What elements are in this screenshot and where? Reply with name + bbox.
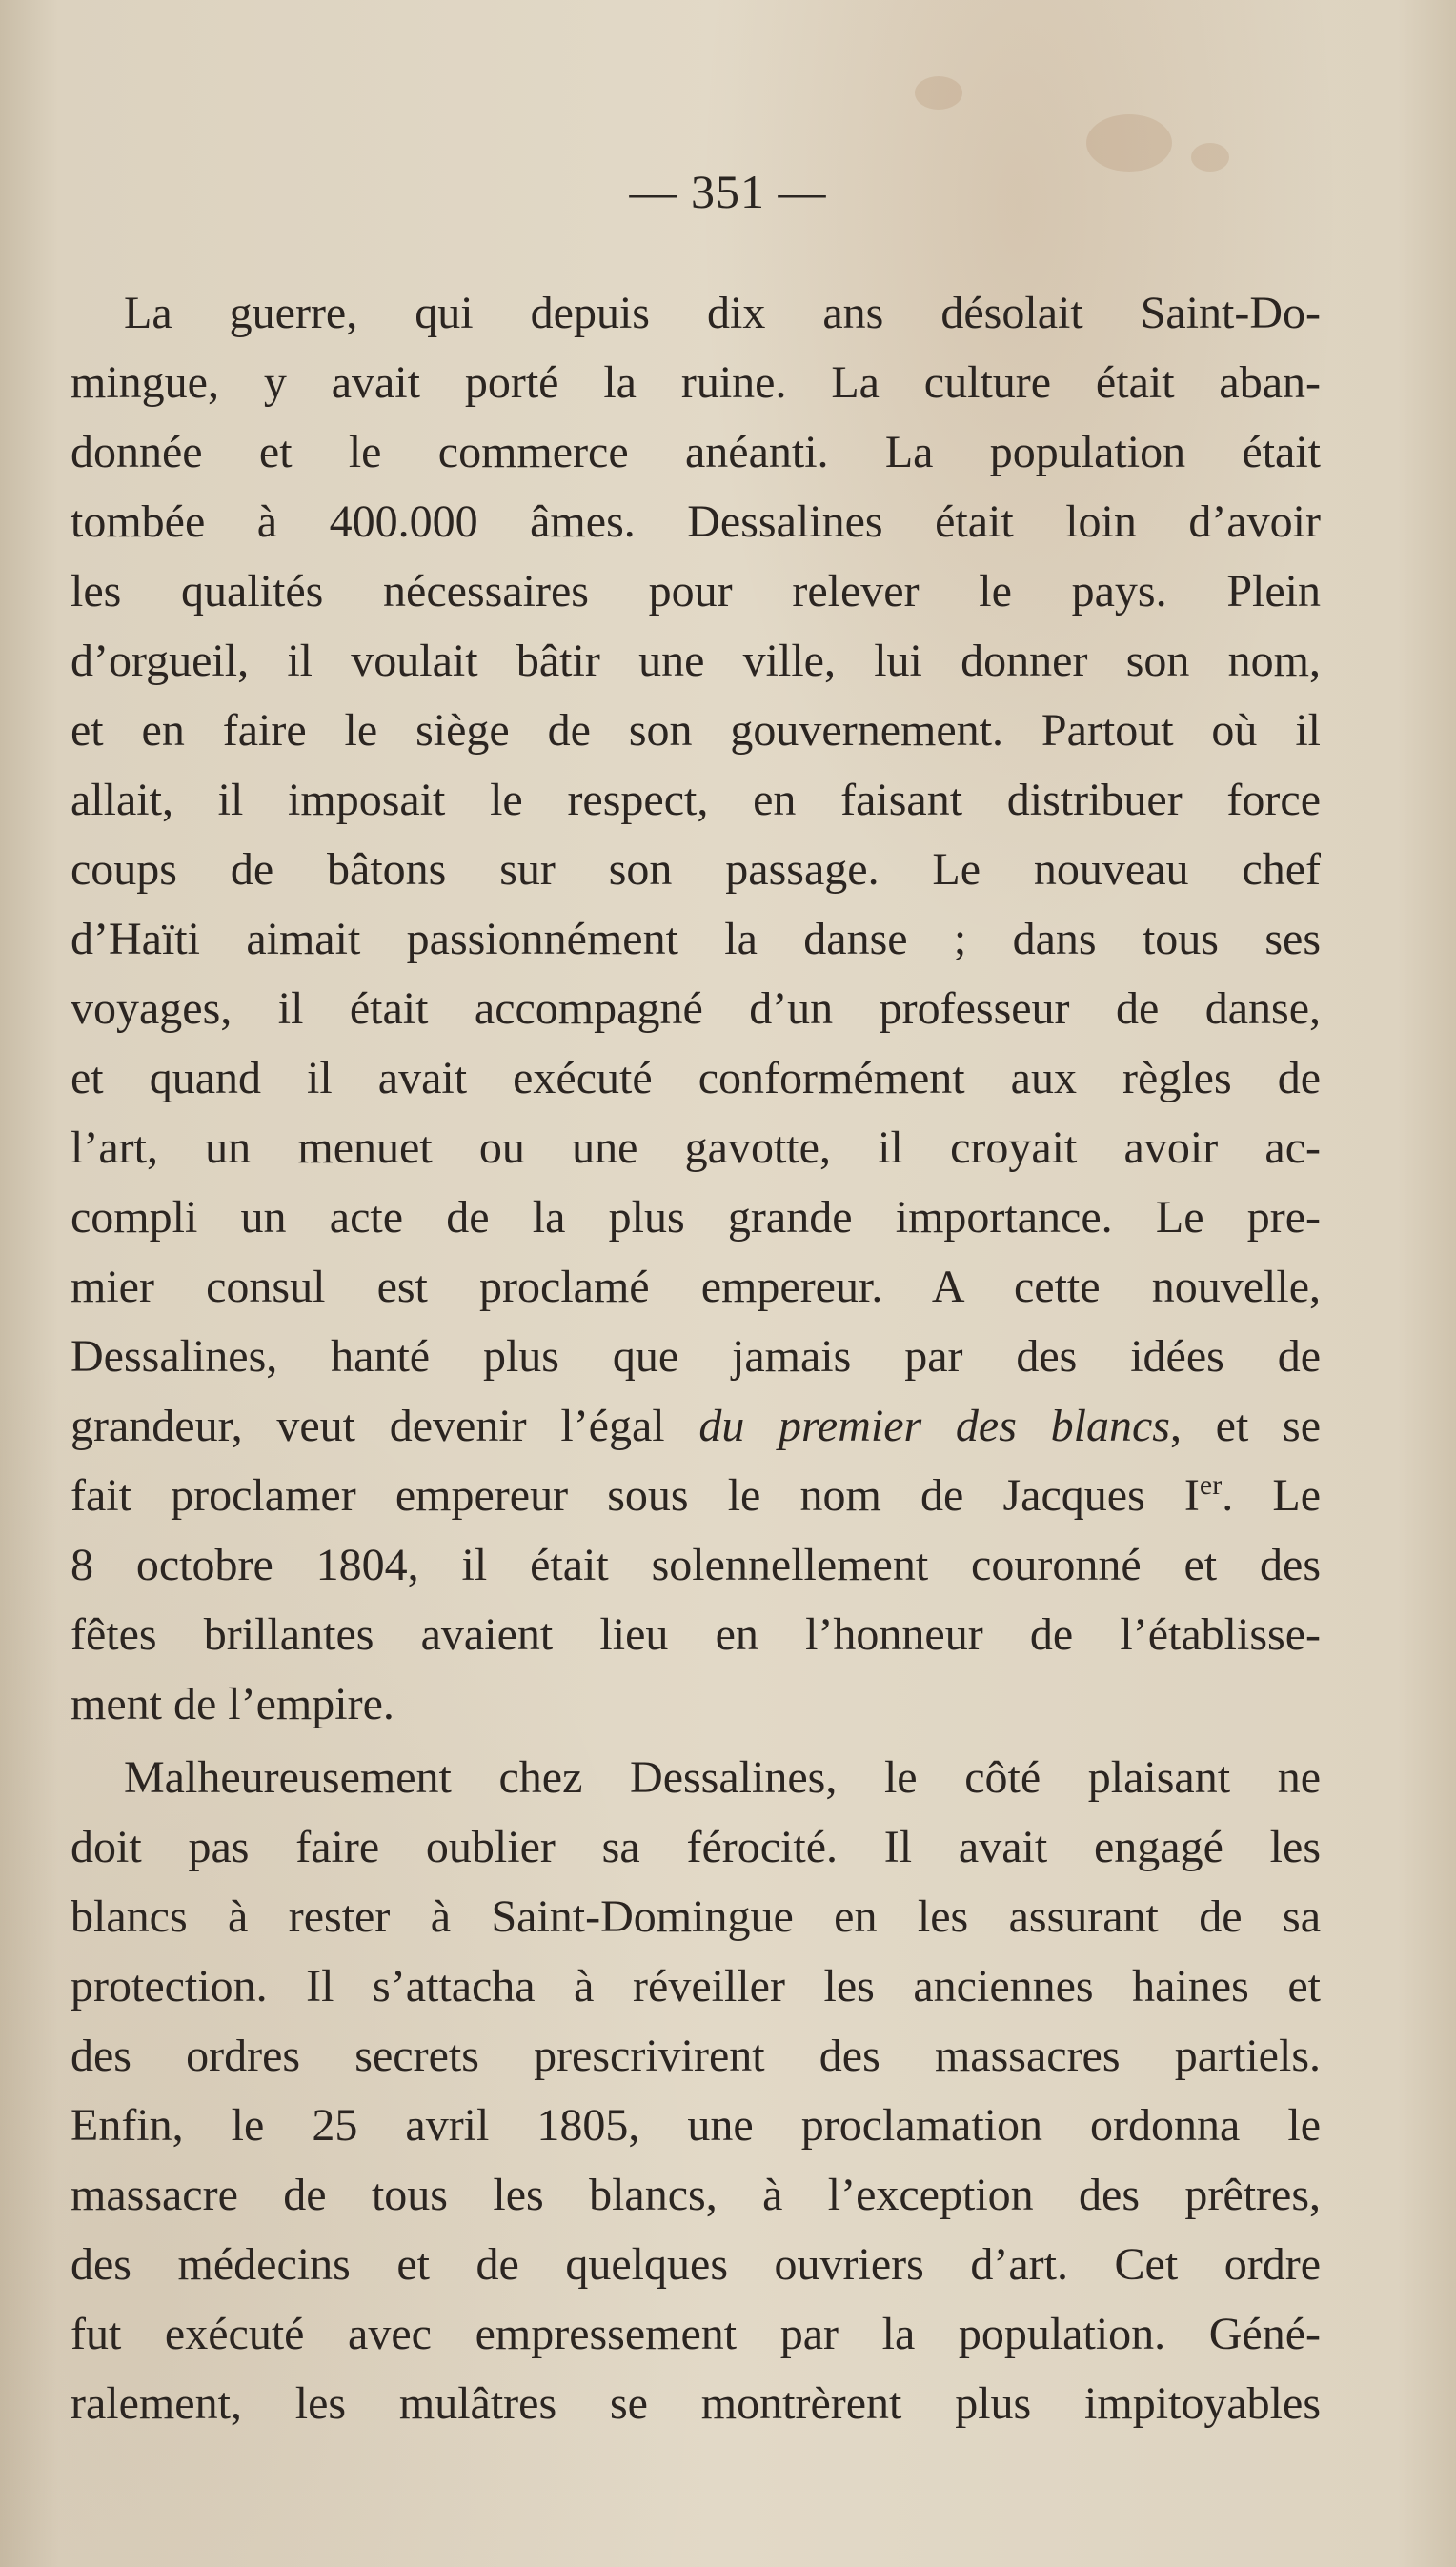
text-line: l’art, un menuet ou une gavotte, il croyait avoir ac- (71, 1122, 1321, 1173)
text-line: protection. Il s’attacha à réveiller les anciennes haines et (71, 1961, 1321, 2011)
text-fragment: , et se (1169, 1401, 1321, 1451)
text-fragment: fait proclamer empereur sous le nom de Jacques I (71, 1470, 1200, 1521)
paragraph (71, 278, 1321, 1739)
text-line: et quand il avait exécuté conformément aux règles de (71, 1053, 1321, 1103)
text-line: des médecins et de quelques ouvriers d’art. Cet ordre (71, 2239, 1321, 2290)
text-line: d’orgueil, il voulait bâtir une ville, lui donner son nom, (71, 636, 1321, 686)
text-line: tombée à 400.000 âmes. Dessalines était loin d’avoir (71, 496, 1321, 547)
text-line: d’Haïti aimait passionnément la danse ; dans tous ses (71, 914, 1321, 964)
text-fragment: . Le (1222, 1470, 1322, 1521)
text-line: doit pas faire oublier sa férocité. Il avait engagé les (71, 1822, 1321, 1872)
text-line: Dessalines, hanté plus que jamais par des idées de (71, 1331, 1321, 1382)
superscript: er (1199, 1469, 1223, 1501)
text-line: coups de bâtons sur son passage. Le nouveau chef (71, 844, 1321, 895)
text-line: les qualités nécessaires pour relever le pays. Plein (71, 566, 1321, 616)
text-line: fut exécuté avec empressement par la population. Géné- (71, 2309, 1321, 2359)
text-line: ralement, les mulâtres se montrèrent plus impitoyables (71, 2378, 1321, 2429)
text-line: voyages, il était accompagné d’un professeur de danse, (71, 983, 1321, 1034)
paper-stain (1086, 114, 1172, 172)
text-line: compli un acte de la plus grande importance. Le pre- (71, 1192, 1321, 1243)
text-line: ment de l’empire. (71, 1679, 394, 1729)
text-line: allait, il imposait le respect, en faisant distribuer force (71, 775, 1321, 825)
text-fragment: grandeur, veut devenir l’égal (71, 1401, 699, 1451)
page-number: — 351 — (629, 165, 827, 218)
paragraph (71, 1743, 1321, 2438)
body-text (71, 278, 1321, 2438)
text-line: donnée et le commerce anéanti. La population était (71, 427, 1321, 477)
text-line: La guerre, qui depuis dix ans désolait Saint-Do- (124, 288, 1321, 338)
text-line: mingue, y avait porté la ruine. La culture était aban- (71, 357, 1321, 408)
text-line: mier consul est proclamé empereur. A cette nouvelle, (71, 1262, 1321, 1312)
text-line (71, 1461, 1321, 1530)
text-line: massacre de tous les blancs, à l’exception des prêtres, (71, 2170, 1321, 2220)
italic-phrase: du premier des blancs (698, 1401, 1170, 1451)
text-line: Enfin, le 25 avril 1805, une proclamation ordonna le (71, 2100, 1321, 2151)
text-line: 8 octobre 1804, il était solennellement couronné et des (71, 1540, 1321, 1590)
text-line (71, 1391, 1321, 1461)
text-line: blancs à rester à Saint-Domingue en les assurant de sa (71, 1891, 1321, 1942)
text-line: fêtes brillantes avaient lieu en l’honneur de l’établisse- (71, 1609, 1321, 1660)
text-line: des ordres secrets prescrivirent des massacres partiels. (71, 2031, 1321, 2081)
paper-stain (915, 76, 962, 110)
text-line: Malheureusement chez Dessalines, le côté plaisant ne (124, 1752, 1321, 1803)
text-line: et en faire le siège de son gouvernement. Partout où il (71, 705, 1321, 756)
